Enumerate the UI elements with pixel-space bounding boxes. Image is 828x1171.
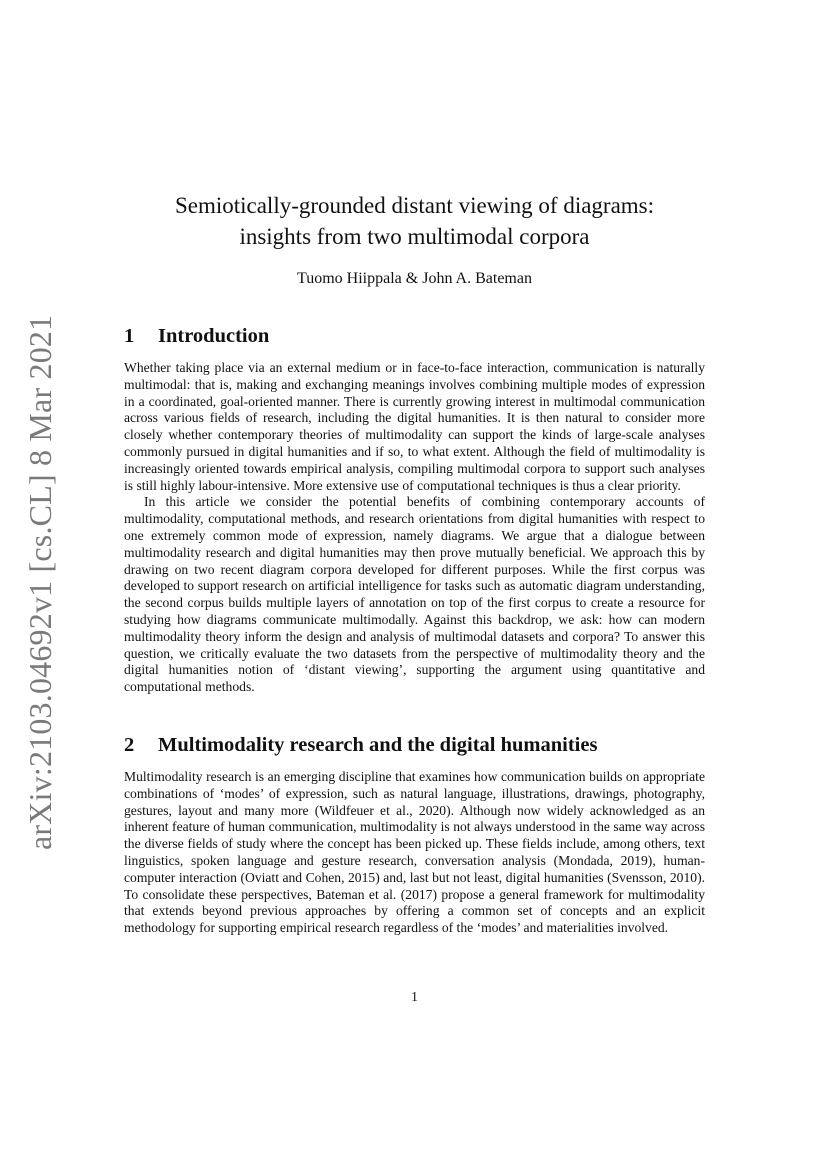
section-title: Multimodality research and the digital humanities xyxy=(158,734,598,756)
page-number: 1 xyxy=(411,989,418,1004)
paper-title-line-2: insights from two multimodal corpora xyxy=(239,224,590,249)
arxiv-identifier-stamp: arXiv:2103.04692v1 [cs.CL] 8 Mar 2021 xyxy=(22,314,58,850)
section-number: 2 xyxy=(124,734,135,756)
paper-title-line-1: Semiotically-grounded distant viewing of diagrams: xyxy=(174,193,655,218)
paper-authors: Tuomo Hiippala & John A. Bateman xyxy=(297,270,532,287)
paragraph: In this article we consider the potential benefits of combining contemporary accounts of multimodality, computational methods, and research orientations from digital humanities with respect to one extremely common mode of expression, namely diagrams. We argue that a dialogue between multimodality research and digital humanities may then prove mutually beneficial. We approach this by drawing on two recent diagram corpora developed for different purposes. While the first corpus was developed to support research on artificial intelligence for tasks such as automatic diagram understanding, the second corpus builds multiple layers of annotation on top of the first corpus to create a resource for studying how diagrams communicate multimodally. Against this backdrop, we ask: how can modern multimodality theory inform the design and analysis of multimodal datasets and corpora? To answer this question, we critically evaluate the two datasets from the perspective of multimodality theory and the digital humanities notion of ‘distant viewing’, supporting the argument using quantitative and computational methods. xyxy=(124,494,705,695)
section-number: 1 xyxy=(124,325,135,347)
section-body-multimodality xyxy=(124,769,705,937)
paragraph: Whether taking place via an external medium or in face-to-face interaction, communication is naturally multimodal: that is, making and exchanging meanings involves combining multiple modes of expression in a coordinated, goal-oriented manner. There is currently growing interest in multimodal communication across various fields of research, including the digital humanities. It is then natural to consider more closely whether contemporary theories of multimodality can support the kinds of large-scale analyses commonly pursued in digital humanities and if so, to what extent. Although the field of multimodality is increasingly oriented towards empirical analysis, compiling multimodal corpora to support such analyses is still highly labour-intensive. More extensive use of computational techniques is thus a clear priority. xyxy=(124,360,705,493)
section-title: Introduction xyxy=(158,325,270,347)
paragraph: Multimodality research is an emerging discipline that examines how communication builds on appropriate combinations of ‘modes’ of expression, such as natural language, illustrations, drawings, photography, gestures, layout and many more (Wildfeuer et al., 2020). Although now widely acknowledged as an inherent feature of human communication, multimodality is not always understood in the same way across the diverse fields of study where the concept has been picked up. These fields include, among others, text linguistics, spoken language and gesture research, conversation analysis (Mondada, 2019), human-computer interaction (Oviatt and Cohen, 2015) and, last but not least, digital humanities (Svensson, 2010). To consolidate these perspectives, Bateman et al. (2017) propose a general framework for multimodality that extends beyond previous approaches by offering a common set of concepts and an explicit methodology for supporting empirical research regardless of the ‘modes’ and materialities involved. xyxy=(124,769,705,936)
section-body-introduction xyxy=(124,360,705,696)
section-heading-multimodality xyxy=(124,732,705,758)
paper-title xyxy=(124,190,705,252)
section-heading-introduction xyxy=(124,323,705,349)
